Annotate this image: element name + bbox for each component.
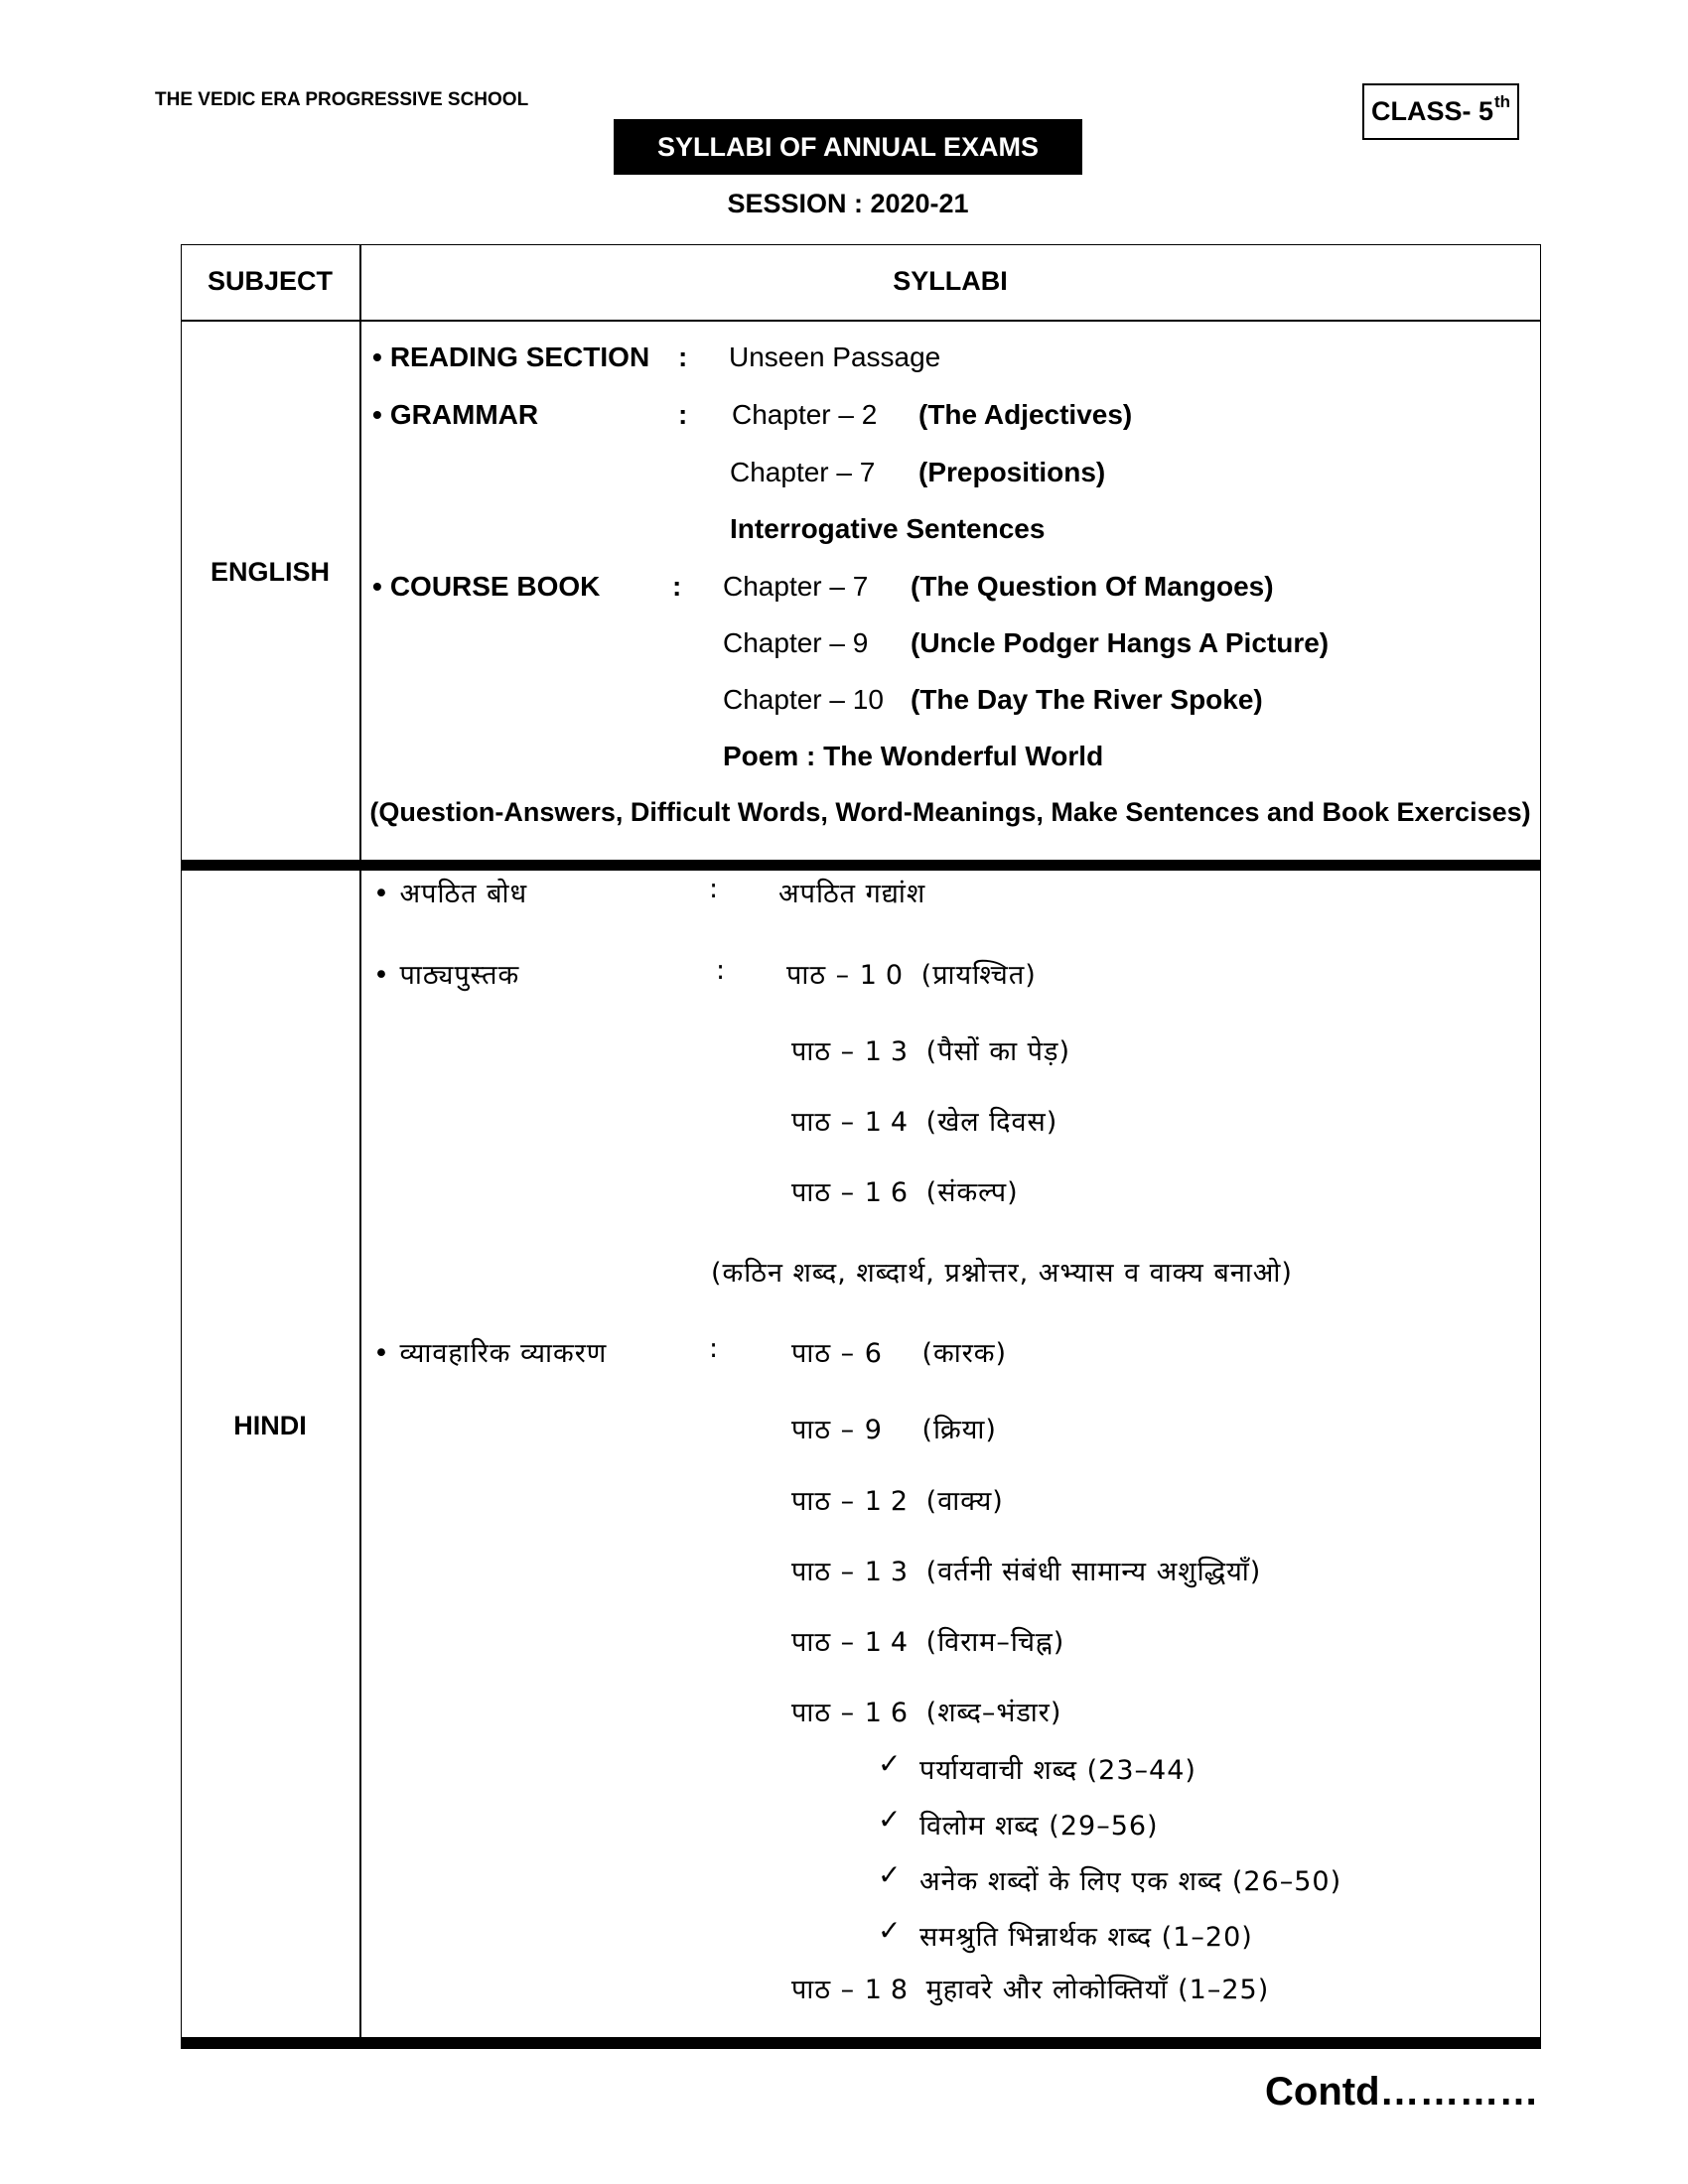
english-course-colon: : <box>672 571 682 602</box>
english-poem: Poem : The Wonderful World <box>723 741 1104 771</box>
lesson-title: (विराम–चिह्न) <box>925 1627 1065 1658</box>
table-header-divider <box>181 320 1541 322</box>
english-course-title: (The Day The River Spoke) <box>911 684 1263 715</box>
lesson-path: पाठ – <box>791 1415 856 1445</box>
english-course-chapter: Chapter – 9 <box>723 627 869 658</box>
school-name: THE VEDIC ERA PROGRESSIVE SCHOOL <box>155 89 529 110</box>
lesson-number: 14 <box>864 1107 917 1138</box>
lesson-title: (प्रायश्चित) <box>920 960 1037 991</box>
english-course-chapter: Chapter – 10 <box>723 684 884 715</box>
english-grammar-title: (Prepositions) <box>918 457 1106 487</box>
continued-label: Contd………… <box>1265 2070 1539 2114</box>
table-column-divider <box>359 244 361 2047</box>
english-grammar-label: • GRAMMAR <box>372 399 538 431</box>
hindi-last-item <box>791 1970 1269 2006</box>
hindi-textbook-item <box>791 1102 1057 1139</box>
lesson-title: (पैसों का पेड़) <box>925 1036 1070 1067</box>
lesson-path: पाठ – <box>791 1557 856 1587</box>
lesson-title: (क्रिया) <box>921 1415 997 1445</box>
english-grammar-chapter: Chapter – 7 <box>730 457 876 487</box>
bullet-icon: • <box>373 1338 400 1369</box>
lesson-number: 18 <box>864 1975 917 2005</box>
lesson-path: पाठ – <box>791 1338 856 1369</box>
lesson-title: (वर्तनी संबंधी सामान्य अशुद्धियाँ) <box>925 1557 1262 1587</box>
lesson-title: (शब्द–भंडार) <box>925 1698 1062 1728</box>
english-course-title: (The Question Of Mangoes) <box>911 571 1274 602</box>
lesson-title: (संकल्प) <box>925 1177 1019 1208</box>
english-grammar-extra: Interrogative Sentences <box>730 513 1046 544</box>
bullet-icon: • <box>373 879 400 909</box>
lesson-number: 16 <box>864 1698 917 1728</box>
english-grammar-colon: : <box>678 399 688 430</box>
lesson-title: (वाक्य) <box>925 1486 1004 1517</box>
hindi-textbook-item <box>791 1031 1070 1068</box>
hindi-grammar-label <box>373 1333 607 1370</box>
hindi-grammar-item <box>791 1410 997 1446</box>
hindi-textbook-note: (कठिन शब्द, शब्दार्थ, प्रश्नोत्तर, अभ्यास व वाक्य बनाओ) <box>711 1258 1293 1289</box>
hindi-grammar-item <box>791 1622 1064 1659</box>
class-label-box <box>1362 83 1519 140</box>
english-course-chapter: Chapter – 7 <box>723 571 869 602</box>
hindi-textbook-label-text: पाठ्यपुस्तक <box>399 960 520 991</box>
english-course-label: • COURSE BOOK <box>372 571 600 603</box>
hindi-grammar-item <box>791 1481 1004 1518</box>
hindi-sub-item: पर्यायवाची शब्द (23–44) <box>919 1755 1196 1786</box>
hindi-grammar-item <box>791 1333 1007 1370</box>
hindi-grammar-colon: : <box>709 1333 720 1364</box>
english-note: (Question-Answers, Difficult Words, Word-Meanings, Make Sentences and Book Exercises) <box>369 797 1531 827</box>
lesson-number: 16 <box>864 1177 917 1208</box>
english-reading-value: Unseen Passage <box>729 341 941 372</box>
lesson-number: 13 <box>864 1557 917 1587</box>
lesson-path: पाठ – <box>791 1036 856 1067</box>
subject-hindi: HINDI <box>233 1411 307 1440</box>
hindi-apathit-label <box>373 874 527 910</box>
lesson-path: पाठ – <box>791 1107 856 1138</box>
hindi-textbook-colon: : <box>716 955 727 986</box>
hindi-textbook-item <box>791 1172 1019 1209</box>
english-grammar-chapter: Chapter – 2 <box>732 399 878 430</box>
lesson-number: 10 <box>859 960 913 991</box>
check-icon: ✓ <box>878 1858 902 1891</box>
hindi-grammar-label-text: व्यावहारिक व्याकरण <box>399 1338 608 1369</box>
column-header-subject: SUBJECT <box>207 266 334 296</box>
english-reading-colon: : <box>678 341 688 372</box>
lesson-title: (कारक) <box>921 1338 1008 1369</box>
lesson-path: पाठ – <box>791 1627 856 1658</box>
hindi-sub-item: अनेक शब्दों के लिए एक शब्द (26–50) <box>919 1866 1342 1897</box>
english-course-title: (Uncle Podger Hangs A Picture) <box>911 627 1330 658</box>
lesson-number: 6 <box>864 1338 891 1369</box>
hindi-apathit-value: अपठित गद्यांश <box>778 879 926 909</box>
check-icon: ✓ <box>878 1747 902 1780</box>
hindi-sub-item: समश्रुति भिन्नार्थक शब्द (1–20) <box>919 1922 1253 1953</box>
english-reading-label: • READING SECTION <box>372 341 649 373</box>
hindi-grammar-item <box>791 1552 1261 1588</box>
hindi-apathit-label-text: अपठित बोध <box>399 879 528 909</box>
page-title-banner: SYLLABI OF ANNUAL EXAMS <box>614 119 1082 175</box>
lesson-path: पाठ – <box>791 1975 856 2005</box>
lesson-number: 12 <box>864 1486 917 1517</box>
lesson-path: पाठ – <box>791 1486 856 1517</box>
lesson-number: 13 <box>864 1036 917 1067</box>
lesson-number: 9 <box>864 1415 891 1445</box>
hindi-grammar-item <box>791 1693 1061 1729</box>
hindi-apathit-colon: : <box>709 874 720 904</box>
hindi-textbook-label <box>373 955 519 992</box>
lesson-title: (खेल दिवस) <box>925 1107 1058 1138</box>
lesson-number: 14 <box>864 1627 917 1658</box>
lesson-path: पाठ – <box>786 960 851 991</box>
lesson-path: पाठ – <box>791 1698 856 1728</box>
check-icon: ✓ <box>878 1803 902 1836</box>
table-row-divider-english <box>181 860 1541 871</box>
class-label: CLASS- 5 <box>1370 96 1493 126</box>
english-grammar-title: (The Adjectives) <box>918 399 1133 430</box>
lesson-path: पाठ – <box>791 1177 856 1208</box>
subject-english: ENGLISH <box>210 557 330 587</box>
table-row-divider-hindi <box>181 2037 1541 2049</box>
session-label: SESSION : 2020-21 <box>727 189 969 218</box>
check-icon: ✓ <box>878 1914 902 1947</box>
lesson-title: मुहावरे और लोकोक्तियाँ (1–25) <box>925 1975 1270 2005</box>
hindi-sub-item: विलोम शब्द (29–56) <box>919 1811 1159 1842</box>
column-header-syllabi: SYLLABI <box>893 266 1008 296</box>
hindi-textbook-item <box>786 955 1037 992</box>
bullet-icon: • <box>373 960 400 991</box>
class-label-sup: th <box>1493 91 1511 111</box>
